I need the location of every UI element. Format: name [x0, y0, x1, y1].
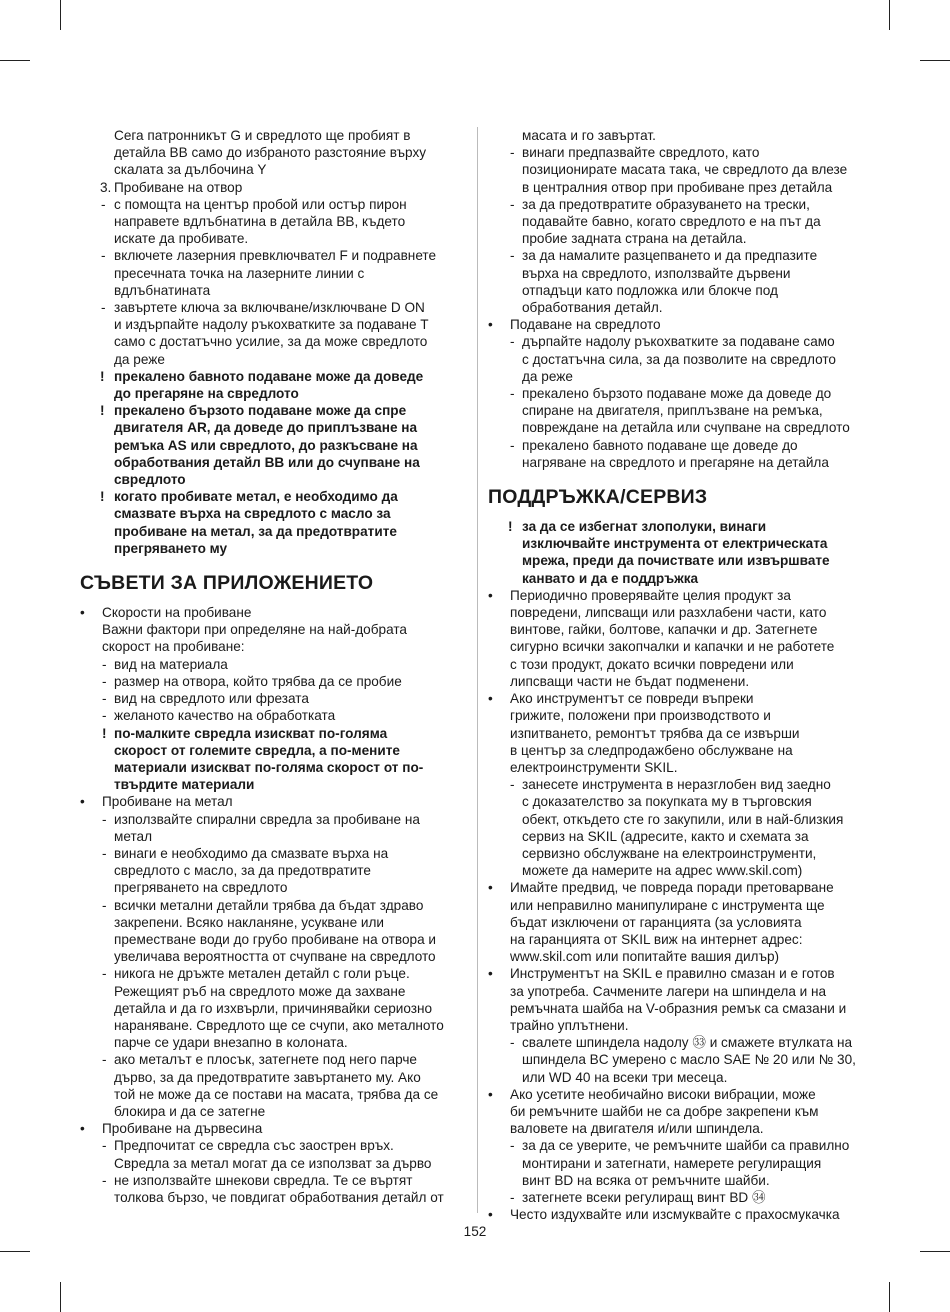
- bullet-continuation: [80, 621, 466, 638]
- dash-item-continuation: [80, 1017, 466, 1034]
- section-heading: [488, 486, 872, 508]
- line-text: Скорости на пробиване: [102, 605, 252, 621]
- line-text: направете вдлъбнатина в детайла BB, където: [114, 214, 406, 230]
- line-text: закрепени. Всяко накланяне, усукване или: [114, 914, 385, 930]
- dash-item: [488, 437, 872, 454]
- line-text: върха на свредлото, използвайте дървени: [522, 265, 791, 281]
- warning-continuation: [80, 385, 466, 402]
- line-text: в център за следпродажбено обслужване на: [510, 742, 793, 758]
- line-text: свредлото: [114, 472, 186, 488]
- warning-continuation: [80, 454, 466, 471]
- warning-continuation: [488, 570, 872, 587]
- warning-mark: !: [100, 368, 105, 384]
- dash-item-continuation: [488, 351, 872, 368]
- line-text: детайла BB само до избраното разстояние върху: [114, 145, 427, 161]
- line-text: обект, откъдето сте го закупили, или в най-близкия: [522, 811, 844, 827]
- dash-mark: -: [510, 145, 515, 161]
- bullet-mark: •: [488, 1207, 493, 1223]
- dash-mark: -: [102, 691, 107, 707]
- line-text: можете да намерите на адрес www.skil.com): [522, 863, 803, 879]
- warning-continuation: [80, 759, 466, 776]
- dash-item-continuation: [488, 1172, 872, 1189]
- bullet-continuation: [488, 742, 872, 759]
- dash-item: [80, 196, 466, 213]
- bullet-mark: •: [488, 587, 493, 603]
- bullet-mark: •: [488, 317, 493, 333]
- bullet-mark: •: [80, 794, 85, 810]
- line-text: за да се уверите, че ремъчните шайби са правилно: [522, 1138, 850, 1154]
- line-text: грижите, положени при производството и: [510, 708, 771, 724]
- column-divider: [477, 127, 478, 1213]
- line-text: Периодично проверявайте целия продукт за: [510, 587, 791, 603]
- line-text: искате да пробивате.: [114, 231, 249, 247]
- line-text: толкова бързо, че повдигат обработвания детайл от: [114, 1189, 444, 1205]
- dash-item: [80, 965, 466, 982]
- line-text: Ако усетите необичайно високи вибрации, може: [510, 1086, 816, 1102]
- paragraph-line: [80, 127, 466, 144]
- line-text: повреждане на детайла или счупване на свредлото: [522, 420, 850, 436]
- line-text: Често издухвайте или изсмуквайте с прахосмукачка: [510, 1207, 840, 1223]
- line-text: винт BD на всяка от ремъчните шайби.: [522, 1172, 770, 1188]
- dash-mark: -: [510, 196, 515, 212]
- dash-mark: -: [510, 334, 515, 350]
- line-text: сигурно всички закопчалки и капачки и не работете: [510, 639, 835, 655]
- line-text: Пробиване на отвор: [114, 179, 243, 195]
- line-text: мрежа, преди да почиствате или извършвате: [522, 553, 830, 569]
- dash-mark: -: [101, 196, 106, 212]
- dash-mark: -: [510, 1189, 515, 1205]
- warning-continuation: [80, 540, 466, 557]
- line-text: прегряването му: [114, 540, 228, 556]
- warning-item: [488, 518, 872, 535]
- line-text: свредлото с масло, за да предотвратите: [114, 863, 371, 879]
- dash-mark: -: [102, 673, 107, 689]
- crop-mark: [60, 1282, 61, 1312]
- crop-mark: [60, 0, 61, 30]
- line-text: нараняване. Свредлото ще се счупи, ако металното: [114, 1017, 444, 1033]
- line-text: да реже: [114, 351, 165, 367]
- line-text: блокира и да се затегне: [114, 1103, 266, 1119]
- section-heading: [80, 572, 466, 594]
- warning-mark: !: [100, 489, 105, 505]
- dash-mark: -: [510, 1138, 515, 1154]
- dash-item-continuation: [80, 1034, 466, 1051]
- bullet-item: [488, 879, 872, 896]
- line-text: Инструментът на SKIL е правилно смазан и е готов: [510, 966, 835, 982]
- bullet-item: [488, 587, 872, 604]
- line-text: прекалено бавното подаване ще доведе до: [522, 437, 798, 453]
- line-text: пресечната точка на лазерните линии с: [114, 265, 365, 281]
- line-text: размер на отвора, който трябва да се пробие: [114, 673, 402, 689]
- crop-mark: [889, 0, 890, 30]
- dash-item-continuation: [80, 333, 466, 350]
- line-text: електроинструменти SKIL.: [510, 759, 678, 775]
- dash-item: [80, 707, 466, 724]
- dash-item: [488, 776, 872, 793]
- bullet-continuation: [488, 604, 872, 621]
- warning-item: [80, 488, 466, 505]
- dash-mark: -: [102, 1138, 107, 1154]
- dash-item-continuation: [80, 1189, 466, 1206]
- line-text: преместване води до грубо пробиване на отвора и: [114, 931, 437, 947]
- line-text: и издърпайте надолу ръкохватките за подаване T: [114, 317, 429, 333]
- line-text: включете лазерния превключвател F и подравнете: [114, 248, 437, 264]
- right-column: [488, 127, 872, 1223]
- line-text: детайла и да го изхвърли, причинявайки сериозно: [114, 1000, 433, 1016]
- line-text: затегнете всеки регулиращ винт BD ㉞: [522, 1189, 766, 1205]
- bullet-continuation: [488, 1103, 872, 1120]
- line-text: за употреба. Сачмените лагери на шпиндела и на: [510, 983, 827, 999]
- dash-mark: -: [102, 708, 107, 724]
- dash-mark: -: [510, 248, 515, 264]
- dash-item: [488, 144, 872, 161]
- bullet-item: [488, 965, 872, 982]
- line-text: ремъка AS или свредлото, до разкъсване на: [114, 437, 418, 453]
- bullet-continuation: [488, 1000, 872, 1017]
- bullet-continuation: [488, 948, 872, 965]
- line-text: с достатъчна сила, за да позволите на свредлото: [522, 351, 836, 367]
- bullet-mark: •: [488, 1086, 493, 1102]
- page-number: 152: [463, 1224, 487, 1239]
- line-text: ремъчната шайба на V-образния ремък са смазани и: [510, 1000, 847, 1016]
- warning-continuation: [80, 505, 466, 522]
- line-text: валовете на двигателя и/или шпиндела.: [510, 1121, 764, 1137]
- warning-item: [80, 368, 466, 385]
- bullet-continuation: [488, 897, 872, 914]
- line-text: пробиване на метал, за да предотвратите: [114, 523, 397, 539]
- dash-item: [488, 196, 872, 213]
- line-text: смазвате върха на свредлото с масло за: [114, 506, 391, 522]
- dash-item-continuation: [488, 230, 872, 247]
- bullet-continuation: [488, 621, 872, 638]
- line-text: парче се удари внезапно в колоната.: [114, 1035, 348, 1051]
- dash-item-continuation: [488, 161, 872, 178]
- bullet-mark: •: [80, 1121, 85, 1137]
- dash-item-continuation: [80, 316, 466, 333]
- line-text: ако металът е плосък, затегнете под него парче: [114, 1052, 417, 1068]
- line-text: масата и го завъртат.: [522, 128, 656, 143]
- dash-item: [80, 673, 466, 690]
- bullet-item: [80, 604, 466, 621]
- dash-item-continuation: [80, 213, 466, 230]
- crop-mark: [0, 60, 30, 61]
- bullet-continuation: [488, 707, 872, 724]
- warning-item: [80, 402, 466, 419]
- bullet-continuation: [488, 656, 872, 673]
- bullet-item: [80, 1120, 466, 1137]
- dash-item: [80, 811, 466, 828]
- warning-continuation: [80, 437, 466, 454]
- crop-mark: [889, 1282, 890, 1312]
- dash-item-continuation: [488, 845, 872, 862]
- line-text: пробие задната страна на детайла.: [522, 231, 747, 247]
- dash-mark: -: [102, 845, 107, 861]
- dash-item: [80, 1172, 466, 1189]
- line-text: скорост от големите свредла, а по-мените: [114, 742, 400, 758]
- dash-item-continuation: [80, 983, 466, 1000]
- line-text: канвато и да е поддръжка: [522, 570, 699, 586]
- warning-continuation: [80, 419, 466, 436]
- dash-mark: -: [510, 777, 515, 793]
- dash-item: [80, 299, 466, 316]
- line-text: за да предотвратите образуването на трески,: [522, 196, 810, 212]
- line-text: използвайте спирални свредла за пробиване на: [114, 811, 420, 827]
- line-text: Подаване на свредлото: [510, 317, 661, 333]
- crop-mark: [920, 60, 950, 61]
- dash-item: [80, 1051, 466, 1068]
- line-text: прекалено бързото подаване може да доведе до: [522, 386, 832, 402]
- dash-mark: -: [102, 811, 107, 827]
- line-text: Имайте предвид, че повреда поради претоварване: [510, 880, 834, 896]
- paragraph-line: [80, 161, 466, 178]
- dash-item: [80, 897, 466, 914]
- dash-item-continuation: [488, 127, 872, 144]
- dash-mark: -: [102, 897, 107, 913]
- line-text: СЪВЕТИ ЗА ПРИЛОЖЕНИЕТО: [80, 572, 374, 595]
- bullet-item: [488, 690, 872, 707]
- dash-item-continuation: [80, 1155, 466, 1172]
- bullet-item: [80, 793, 466, 810]
- dash-mark: -: [510, 386, 515, 402]
- line-text: вид на материала: [114, 656, 228, 672]
- line-text: увеличава вероятността от счупване на свредлото: [114, 949, 436, 965]
- line-text: позиционирате масата така, че свредлото да влезе: [522, 162, 848, 178]
- line-text: или неправилно манипулиране с инструмента ще: [510, 897, 825, 913]
- line-text: вид на свредлото или фрезата: [114, 691, 309, 707]
- line-text: шпиндела BC умерено с масло SAE № 20 или № 30,: [522, 1052, 856, 1068]
- dash-item-continuation: [488, 213, 872, 230]
- dash-item-continuation: [488, 282, 872, 299]
- dash-mark: -: [102, 656, 107, 672]
- line-text: до прегаряне на свредлото: [114, 386, 299, 402]
- line-text: с този продукт, докато всички повредени или: [510, 656, 794, 672]
- warning-continuation: [488, 535, 872, 552]
- line-text: монтирани и затегнати, намерете регулиращия: [522, 1155, 822, 1171]
- dash-item-continuation: [80, 879, 466, 896]
- warning-continuation: [488, 552, 872, 569]
- dash-item: [488, 1137, 872, 1154]
- dash-item: [80, 690, 466, 707]
- line-text: завъртете ключа за включване/изключване D ON: [114, 300, 425, 316]
- bullet-mark: •: [488, 880, 493, 896]
- line-text: двигателя AR, да доведе до приплъзване на: [114, 420, 418, 436]
- dash-item-continuation: [80, 828, 466, 845]
- line-text: Предпочитат се свредла със заострен връх.: [114, 1138, 394, 1154]
- line-text: за да намалите разцепването и да предпазите: [522, 248, 818, 264]
- line-text: в централния отвор при пробиване през детайла: [522, 179, 833, 195]
- line-text: спиране на двигателя, приплъзване на ремъка,: [522, 403, 823, 419]
- line-text: нагряване на свредлото и прегаряне на детайла: [522, 454, 829, 470]
- line-text: прекалено бавното подаване може да доведе: [114, 368, 424, 384]
- line-text: изключвайте инструмента от електрическата: [522, 536, 828, 552]
- dash-item-continuation: [488, 1155, 872, 1172]
- dash-item-continuation: [488, 828, 872, 845]
- dash-item-continuation: [80, 1103, 466, 1120]
- dash-mark: -: [510, 437, 515, 453]
- bullet-mark: •: [488, 966, 493, 982]
- dash-item: [488, 247, 872, 264]
- dash-mark: -: [102, 966, 107, 982]
- dash-item: [80, 656, 466, 673]
- line-text: занесете инструмента в неразглобен вид заедно: [522, 777, 831, 793]
- line-text: отпадъци като подложка или блокче под: [522, 282, 778, 298]
- line-text: бъдат изключени от гаранцията (за условията: [510, 914, 802, 930]
- bullet-continuation: [80, 638, 466, 655]
- dash-item: [488, 385, 872, 402]
- line-text: обработвания детайл.: [522, 300, 663, 316]
- dash-item-continuation: [488, 402, 872, 419]
- bullet-continuation: [488, 1120, 872, 1137]
- line-text: Режещият ръб на свредлото може да захване: [114, 983, 406, 999]
- line-text: или WD 40 на всеки три месеца.: [522, 1069, 728, 1085]
- line-text: прегряването на свредлото: [114, 880, 288, 896]
- warning-mark: !: [100, 403, 105, 419]
- warning-continuation: [80, 471, 466, 488]
- dash-mark: -: [101, 300, 106, 316]
- dash-mark: -: [102, 1172, 107, 1188]
- bullet-continuation: [488, 725, 872, 742]
- warning-continuation: [80, 523, 466, 540]
- line-text: по-малките свредла изискват по-голяма: [114, 725, 388, 741]
- dash-item: [80, 247, 466, 264]
- bullet-continuation: [488, 638, 872, 655]
- line-text: винаги предпазвайте свредлото, като: [522, 145, 760, 161]
- dash-item: [80, 1137, 466, 1154]
- warning-mark: !: [102, 725, 107, 741]
- dash-mark: -: [102, 1052, 107, 1068]
- dash-item-continuation: [488, 368, 872, 385]
- crop-mark: [0, 1251, 30, 1252]
- dash-mark: -: [101, 248, 106, 264]
- bullet-item: [488, 1086, 872, 1103]
- line-text: с доказателство за покупката му в търговския: [522, 794, 812, 810]
- line-text: би ремъчните шайби не са добре закрепени към: [510, 1103, 819, 1119]
- line-text: когато пробивате метал, е необходимо да: [114, 489, 398, 505]
- step-number: 3.: [100, 179, 112, 195]
- line-text: винтове, гайки, болтове, капачки и др. Затегнете: [510, 622, 818, 638]
- dash-item-continuation: [488, 419, 872, 436]
- dash-item-continuation: [80, 948, 466, 965]
- line-text: материали изискват по-голяма скорост от по-: [114, 759, 424, 775]
- bullet-continuation: [488, 983, 872, 1000]
- paragraph-line: [80, 144, 466, 161]
- line-text: всички метални детайли трябва да бъдат здраво: [114, 897, 424, 913]
- line-text: Важни фактори при определяне на най-добрата: [102, 622, 407, 638]
- dash-item-continuation: [80, 1069, 466, 1086]
- bullet-continuation: [488, 931, 872, 948]
- line-text: само с достатъчно усилие, за да може свредлото: [114, 334, 428, 350]
- line-text: обработвания детайл BB или до счупване на: [114, 454, 420, 470]
- line-text: липсващи части не бъдат подменени.: [510, 673, 750, 689]
- dash-item: [488, 1034, 872, 1051]
- line-text: да реже: [522, 368, 573, 384]
- line-text: дърпайте надолу ръкохватките за подаване само: [522, 334, 835, 350]
- line-text: трайно уплътнени.: [510, 1017, 629, 1033]
- dash-item-continuation: [488, 862, 872, 879]
- line-text: изпитването, ремонтът трябва да се извърши: [510, 725, 800, 741]
- dash-item-continuation: [80, 862, 466, 879]
- dash-item-continuation: [80, 1086, 466, 1103]
- line-text: www.skil.com или попитайте вашия дилър): [510, 949, 780, 965]
- dash-item-continuation: [488, 811, 872, 828]
- bullet-mark: •: [80, 605, 85, 621]
- line-text: дърво, за да предотвратите завъртането му. Ако: [114, 1069, 421, 1085]
- warning-continuation: [80, 776, 466, 793]
- dash-item-continuation: [488, 1051, 872, 1068]
- dash-item-continuation: [80, 1000, 466, 1017]
- dash-item-continuation: [80, 914, 466, 931]
- numbered-step: [80, 179, 466, 196]
- line-text: скорост на пробиване:: [102, 639, 245, 655]
- line-text: повредени, липсващи или разхлабени части, като: [510, 605, 827, 621]
- dash-mark: -: [510, 1035, 515, 1051]
- line-text: с помощта на център пробой или остър пирон: [114, 196, 407, 212]
- dash-item: [80, 845, 466, 862]
- line-text: Ако инструментът се повреди въпреки: [510, 691, 754, 707]
- left-column: [80, 127, 466, 1206]
- dash-item-continuation: [80, 351, 466, 368]
- line-text: вдлъбнатината: [114, 282, 211, 298]
- dash-item-continuation: [80, 931, 466, 948]
- bullet-continuation: [488, 914, 872, 931]
- dash-item-continuation: [80, 265, 466, 282]
- dash-item-continuation: [80, 282, 466, 299]
- line-text: на гаранцията от SKIL виж на интернет адрес:: [510, 931, 803, 947]
- dash-item-continuation: [488, 1069, 872, 1086]
- line-text: Пробиване на метал: [102, 794, 233, 810]
- warning-mark: !: [508, 519, 513, 535]
- crop-mark: [920, 1251, 950, 1252]
- line-text: Свредла за метал могат да се използват за дърво: [114, 1155, 432, 1171]
- line-text: сервиз на SKIL (адресите, както и схемата за: [522, 828, 809, 844]
- dash-item-continuation: [488, 454, 872, 471]
- bullet-item: [488, 316, 872, 333]
- line-text: прекалено бързото подаване може да спре: [114, 403, 407, 419]
- bullet-item: [488, 1206, 872, 1223]
- bullet-mark: •: [488, 691, 493, 707]
- warning-continuation: [80, 742, 466, 759]
- dash-item: [488, 333, 872, 350]
- line-text: за да се избегнат злополуки, винаги: [522, 519, 767, 535]
- dash-item-continuation: [488, 793, 872, 810]
- bullet-continuation: [488, 673, 872, 690]
- warning-item: [80, 725, 466, 742]
- line-text: ПОДДРЪЖКА/СЕРВИЗ: [488, 486, 708, 509]
- bullet-continuation: [488, 1017, 872, 1034]
- dash-item-continuation: [80, 230, 466, 247]
- line-text: той не може да се постави на масата, трябва да се: [114, 1086, 439, 1102]
- line-text: желаното качество на обработката: [114, 708, 336, 724]
- line-text: винаги е необходимо да смазвате върха на: [114, 845, 389, 861]
- line-text: подавайте бавно, когато свредлото е на път да: [522, 214, 821, 230]
- line-text: свалете шпиндела надолу ㉝ и смажете втулката на: [522, 1035, 853, 1051]
- dash-item-continuation: [488, 299, 872, 316]
- line-text: не използвайте шнекови свредла. Те се въртят: [114, 1172, 413, 1188]
- line-text: скалата за дълбочина Y: [114, 162, 267, 178]
- line-text: твърдите материали: [114, 777, 255, 793]
- line-text: Сега патронникът G и свредлото ще пробият в: [114, 128, 411, 143]
- dash-item-continuation: [488, 265, 872, 282]
- line-text: никога не дръжте метален детайл с голи ръце.: [114, 966, 410, 982]
- dash-item: [488, 1189, 872, 1206]
- line-text: Пробиване на дървесина: [102, 1121, 263, 1137]
- line-text: сервизно обслужване на електроинструменти,: [522, 845, 817, 861]
- dash-item-continuation: [488, 179, 872, 196]
- line-text: метал: [114, 828, 153, 844]
- bullet-continuation: [488, 759, 872, 776]
